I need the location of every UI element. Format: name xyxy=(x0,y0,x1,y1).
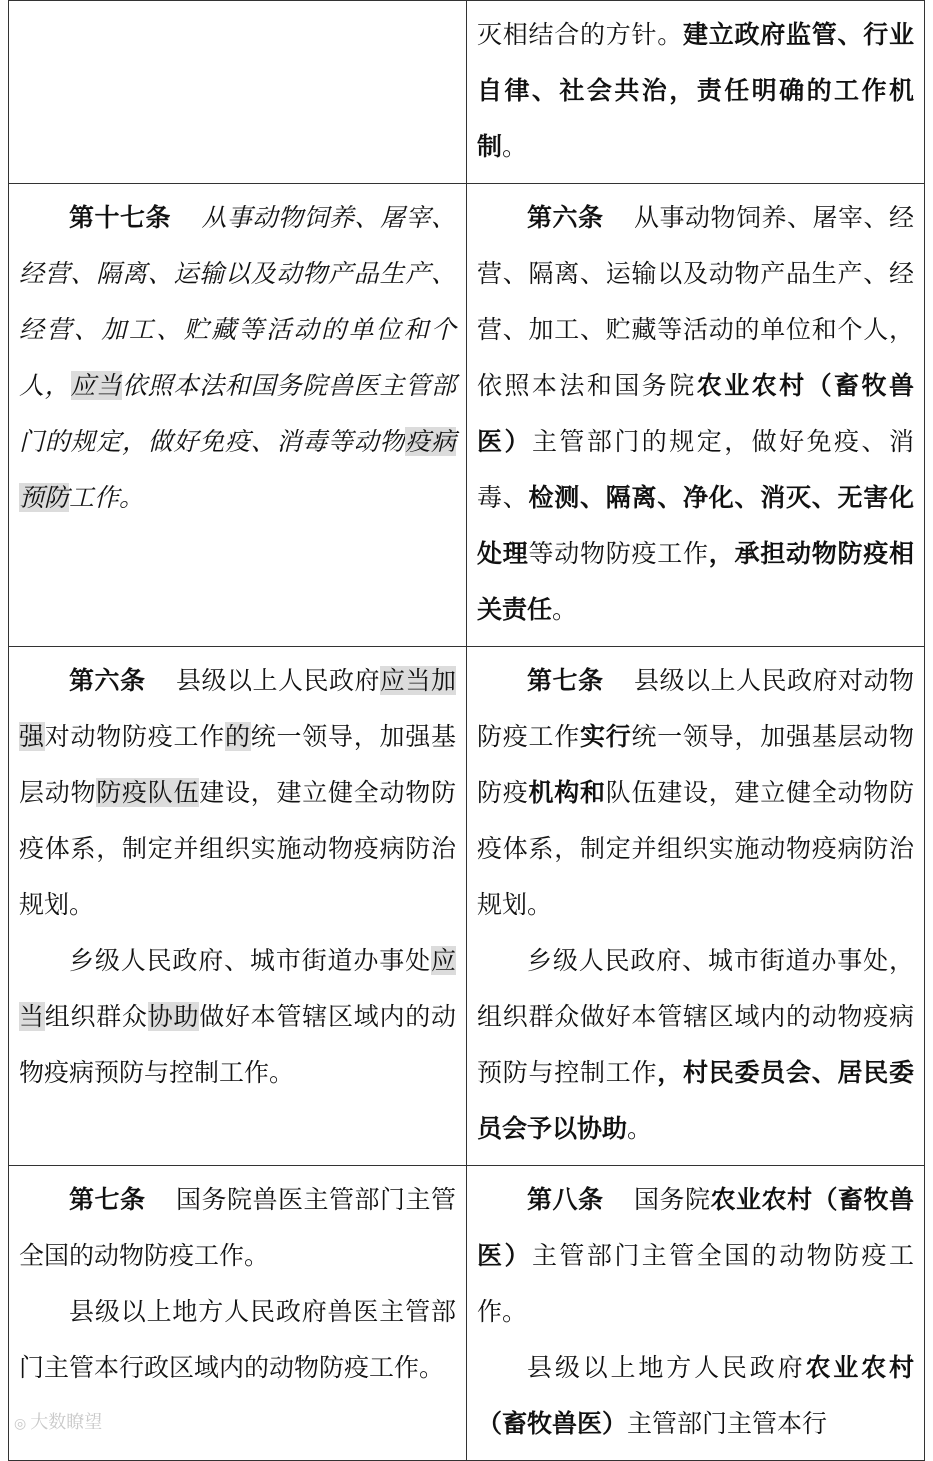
amended-text: 农业农村（畜牧兽医） xyxy=(477,1185,914,1270)
article-paragraph xyxy=(477,190,914,638)
article-text: 统一领导，加强基层动物 xyxy=(19,722,456,807)
table-body xyxy=(9,1,925,1461)
amended-text: 建立政府监管、行业自律、社会共治，责任明确的工作机制 xyxy=(477,20,914,161)
article-number: 第七条 xyxy=(527,666,604,695)
article-text: 。 xyxy=(502,132,528,161)
amended-text: 检测、隔离、净化、消灭、无害化处理 xyxy=(477,483,914,568)
amended-text: 实行 xyxy=(580,722,632,751)
article-text: 。 xyxy=(552,595,578,624)
article-paragraph xyxy=(19,1172,456,1284)
article-text: 县级以上人民政府对动物防疫工作 xyxy=(477,666,914,751)
amended-text: ，承担动物防疫相关责任 xyxy=(477,539,914,624)
article-paragraph xyxy=(19,933,456,1101)
article-paragraph xyxy=(477,1340,914,1452)
article-text: 国务院兽医主管部门主管全国的动物防疫工作。 xyxy=(19,1185,456,1270)
highlighted-text: 应当 xyxy=(19,946,456,1031)
article-number: 第六条 xyxy=(69,666,146,695)
new-law-cell xyxy=(467,184,925,647)
article-paragraph xyxy=(19,653,456,933)
article-text: 乡级人民政府、城市街道办事处，组织群众做好本管辖区域内的动物疫病预防与控制工作 xyxy=(477,946,914,1087)
article-text: 工作。 xyxy=(69,483,145,512)
highlighted-text: 疫病预防 xyxy=(19,427,456,512)
comparison-row xyxy=(9,184,925,647)
new-law-cell xyxy=(467,647,925,1166)
amended-text: 农业农村（畜牧兽医） xyxy=(477,371,914,456)
amended-text: 机构和 xyxy=(528,778,606,807)
watermark xyxy=(14,1408,102,1434)
comparison-row xyxy=(9,1166,925,1461)
old-law-cell xyxy=(9,647,467,1166)
new-law-cell xyxy=(467,1,925,184)
old-law-cell xyxy=(9,184,467,647)
article-paragraph xyxy=(477,933,914,1157)
highlighted-text: 应当 xyxy=(70,371,122,400)
article-text: 依照本法和国务院兽医主管部门的规定，做好免疫、消毒等动物 xyxy=(19,371,456,456)
highlighted-text: 防疫队伍 xyxy=(96,778,200,807)
article-text: 灭相结合的方针。 xyxy=(477,20,683,49)
article-text: 组织群众 xyxy=(44,1002,148,1031)
highlighted-text: 协助 xyxy=(147,1002,200,1031)
article-text: 建设，建立健全动物防疫体系，制定并组织实施动物疫病防治规划。 xyxy=(19,778,456,919)
article-text: 县级以上地方人民政府 xyxy=(527,1353,806,1382)
law-comparison-table xyxy=(8,0,925,1461)
article-number: 第六条 xyxy=(527,203,604,232)
article-text: 统一领导，加强基层动物防疫 xyxy=(477,722,914,807)
article-text: 主管部门的规定，做好免疫、消毒、 xyxy=(477,427,914,512)
article-paragraph xyxy=(19,1284,456,1396)
article-text: 县级以上地方人民政府兽医主管部门主管本行政区域内的动物防疫工作。 xyxy=(19,1297,456,1382)
article-text: 队伍建设，建立健全动物防疫体系，制定并组织实施动物疫病防治规划。 xyxy=(477,778,914,919)
article-text: 。 xyxy=(627,1114,653,1143)
article-text: 主管部门主管全国的动物防疫工作。 xyxy=(477,1241,914,1326)
old-law-cell xyxy=(9,1,467,184)
article-number: 第七条 xyxy=(69,1185,146,1214)
amended-text: ，村民委员会、居民委员会予以协助 xyxy=(477,1058,914,1143)
article-paragraph xyxy=(477,7,914,175)
article-text: 国务院 xyxy=(633,1185,711,1214)
article-text: 主管部门主管本行 xyxy=(627,1409,828,1438)
article-number: 第十七条 xyxy=(69,203,171,232)
article-number: 第八条 xyxy=(527,1185,604,1214)
watermark-text: 大数瞭望 xyxy=(30,1412,103,1433)
comparison-row xyxy=(9,1,925,184)
new-law-cell xyxy=(467,1166,925,1461)
article-paragraph xyxy=(477,653,914,933)
article-text: 从事动物饲养、屠宰、经营、隔离、运输以及动物产品生产、经营、加工、贮藏等活动的单位和个人，依照本法和国务院 xyxy=(477,203,914,400)
article-text: 县级以上人民政府 xyxy=(175,666,380,695)
article-text: 对动物防疫工作 xyxy=(44,722,225,751)
article-text: 乡级人民政府、城市街道办事处 xyxy=(69,946,431,975)
highlighted-text: 应当加强 xyxy=(19,666,456,751)
article-text: 等动物防疫工作 xyxy=(528,539,709,568)
amended-text: 农业农村（畜牧兽医） xyxy=(477,1353,914,1438)
article-text: 从事动物饲养、屠宰、经营、隔离、运输以及动物产品生产、经营、加工、贮藏等活动的单位和个人， xyxy=(19,203,456,400)
highlighted-text: 的 xyxy=(224,722,251,751)
weibo-like-icon: ◎ xyxy=(14,1416,27,1432)
article-paragraph xyxy=(477,1172,914,1340)
article-paragraph xyxy=(19,190,456,526)
comparison-row xyxy=(9,647,925,1166)
article-text: 做好本管辖区域内的动物疫病预防与控制工作。 xyxy=(19,1002,456,1087)
